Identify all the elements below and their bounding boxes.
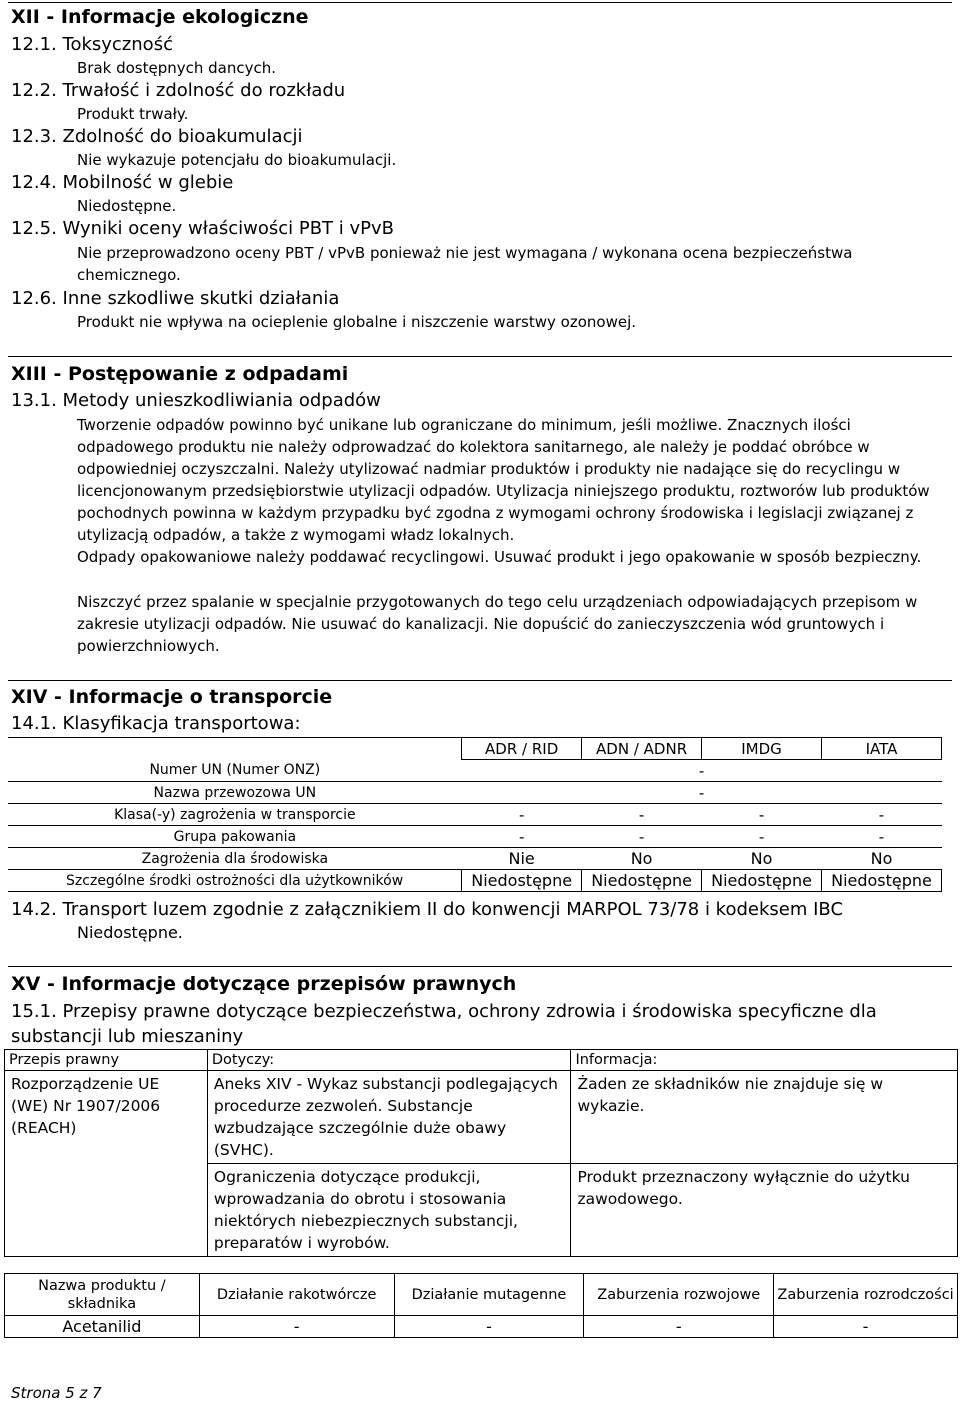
transport-row-packing: Grupa pakowania - - - - <box>8 826 942 848</box>
text-14-2: Niedostępne. <box>77 923 183 942</box>
toxicity-header-name: Nazwa produktu / składnika <box>5 1274 200 1316</box>
toxicity-header-reproductive: Zaburzenia rozrodczości <box>774 1274 958 1316</box>
regulation-header-law: Przepis prawny <box>5 1050 208 1071</box>
page-number: Strona 5 z 7 <box>11 1384 102 1402</box>
transport-col-adr: ADR / RID <box>462 738 582 760</box>
regulation-row <box>5 1071 958 1164</box>
regulation-info: Żaden ze składników nie znajduje się w wykazie. <box>571 1071 958 1164</box>
text-12-1: Brak dostępnych dancych. <box>77 59 277 77</box>
heading-12-1: 12.1. Toksyczność <box>11 34 173 55</box>
toxicity-header-mutagenic: Działanie mutagenne <box>394 1274 584 1316</box>
text-12-2: Produkt trwały. <box>77 105 189 123</box>
text-13-1-p2: Odpady opakowaniowe należy poddawać recyclingowi. Usuwać produkt i jego opakowanie w sposób bezpieczny. <box>77 548 922 566</box>
toxicity-header-carcinogenic: Działanie rakotwórcze <box>199 1274 394 1316</box>
heading-12-6: 12.6. Inne szkodliwe skutki działania <box>11 288 340 309</box>
toxicity-table <box>4 1273 958 1338</box>
regulation-table <box>4 1049 958 1257</box>
transport-row-un-number: Numer UN (Numer ONZ) - <box>8 760 942 782</box>
regulation-header-info: Informacja: <box>571 1050 958 1071</box>
toxicity-header-row <box>5 1274 958 1316</box>
toxicity-header-developmental: Zaburzenia rozwojowe <box>584 1274 774 1316</box>
heading-12-5: 12.5. Wyniki oceny właściwości PBT i vPvB <box>11 218 395 239</box>
transport-table <box>8 737 942 892</box>
text-13-1-p1: Tworzenie odpadów powinno być unikane lub ograniczane do minimum, jeśli możliwe. Znacznych ilości odpadowego produktu nie należy odprowadzać do kolektora sanitarnego, ale należy je poddać obróbce w odpowiedniej oczyszczalni. Należy utylizować nadmiar produktów i produkty nie nadające się do recyclingu w licencjonowanym przedsiębiorstwie utylizacji odpadów. Utylizacja niniejszego produktu, roztworów lub produktów pochodnych powinna w każdym przypadku być zgodna z wymogami ochrony środowiska i legislacji związanej z utylizacją odpadów, a także z wymogami władz lokalnych. <box>77 416 930 544</box>
regulation-header-concerns: Dotyczy: <box>207 1050 571 1071</box>
toxicity-row: Acetanilid - - - - <box>5 1316 958 1338</box>
regulation-info: Produkt przeznaczony wyłącznie do użytku zawodowego. <box>571 1164 958 1257</box>
transport-row-un-name: Nazwa przewozowa UN - <box>8 782 942 804</box>
heading-13-1: 13.1. Metody unieszkodliwiania odpadów <box>11 390 381 411</box>
transport-row-environment: Zagrożenia dla środowiska Nie No No No <box>8 848 942 870</box>
section-13-title: XIII - Postępowanie z odpadami <box>11 363 349 385</box>
transport-merged-cell: - <box>462 782 942 804</box>
transport-col-adn: ADN / ADNR <box>582 738 702 760</box>
regulation-law: Rozporządzenie UE (WE) Nr 1907/2006 (REACH) <box>5 1071 208 1257</box>
regulation-concerns: Aneks XIV - Wykaz substancji podlegających procedurze zezwoleń. Substancje wzbudzające szczególnie duże obawy (SVHC). <box>207 1071 571 1164</box>
text-12-5: Nie przeprowadzono oceny PBT / vPvB ponieważ nie jest wymagana / wykonana ocena bezpieczeństwa chemicznego. <box>77 244 853 284</box>
transport-row-precautions: Szczególne środki ostrożności dla użytkowników Niedostępne Niedostępne Niedostępne Niedostępne <box>8 870 942 892</box>
section-12-title: XII - Informacje ekologiczne <box>11 6 309 28</box>
section-14-title: XIV - Informacje o transporcie <box>11 686 333 708</box>
regulation-header-row <box>5 1050 958 1071</box>
text-12-6: Produkt nie wpływa na ocieplenie globalne i niszczenie warstwy ozonowej. <box>77 313 637 331</box>
text-12-3: Nie wykazuje potencjału do bioakumulacji. <box>77 151 397 169</box>
transport-row-class: Klasa(-y) zagrożenia w transporcie - - - - <box>8 804 942 826</box>
heading-15-1: 15.1. Przepisy prawne dotyczące bezpieczeństwa, ochrony zdrowia i środowiska specyficzne dla substancji lub mieszaniny <box>11 1001 877 1047</box>
transport-col-iata: IATA <box>822 738 942 760</box>
heading-14-2: 14.2. Transport luzem zgodnie z załącznikiem II do konwencji MARPOL 73/78 i kodeksem IBC <box>11 899 844 920</box>
transport-header-row <box>8 738 942 760</box>
section-15-title: XV - Informacje dotyczące przepisów prawnych <box>11 973 517 995</box>
heading-12-4: 12.4. Mobilność w glebie <box>11 172 234 193</box>
text-13-1-p3: Niszczyć przez spalanie w specjalnie przygotowanych do tego celu urządzeniach odpowiadających przepisom w zakresie utylizacji odpadów. Nie usuwać do kanalizacji. Nie dopuścić do zanieczyszczenia wód gruntowych i powierzchniowych. <box>77 593 918 655</box>
transport-merged-cell: - <box>462 760 942 782</box>
heading-12-2: 12.2. Trwałość i zdolność do rozkładu <box>11 80 346 101</box>
transport-col-imdg: IMDG <box>702 738 822 760</box>
regulation-concerns: Ograniczenia dotyczące produkcji, wprowadzania do obrotu i stosowania niektórych niebezpiecznych substancji, preparatów i wyrobów. <box>207 1164 571 1257</box>
text-12-4: Niedostępne. <box>77 197 177 215</box>
heading-14-1: 14.1. Klasyfikacja transportowa: <box>11 713 301 734</box>
heading-12-3: 12.3. Zdolność do bioakumulacji <box>11 126 303 147</box>
